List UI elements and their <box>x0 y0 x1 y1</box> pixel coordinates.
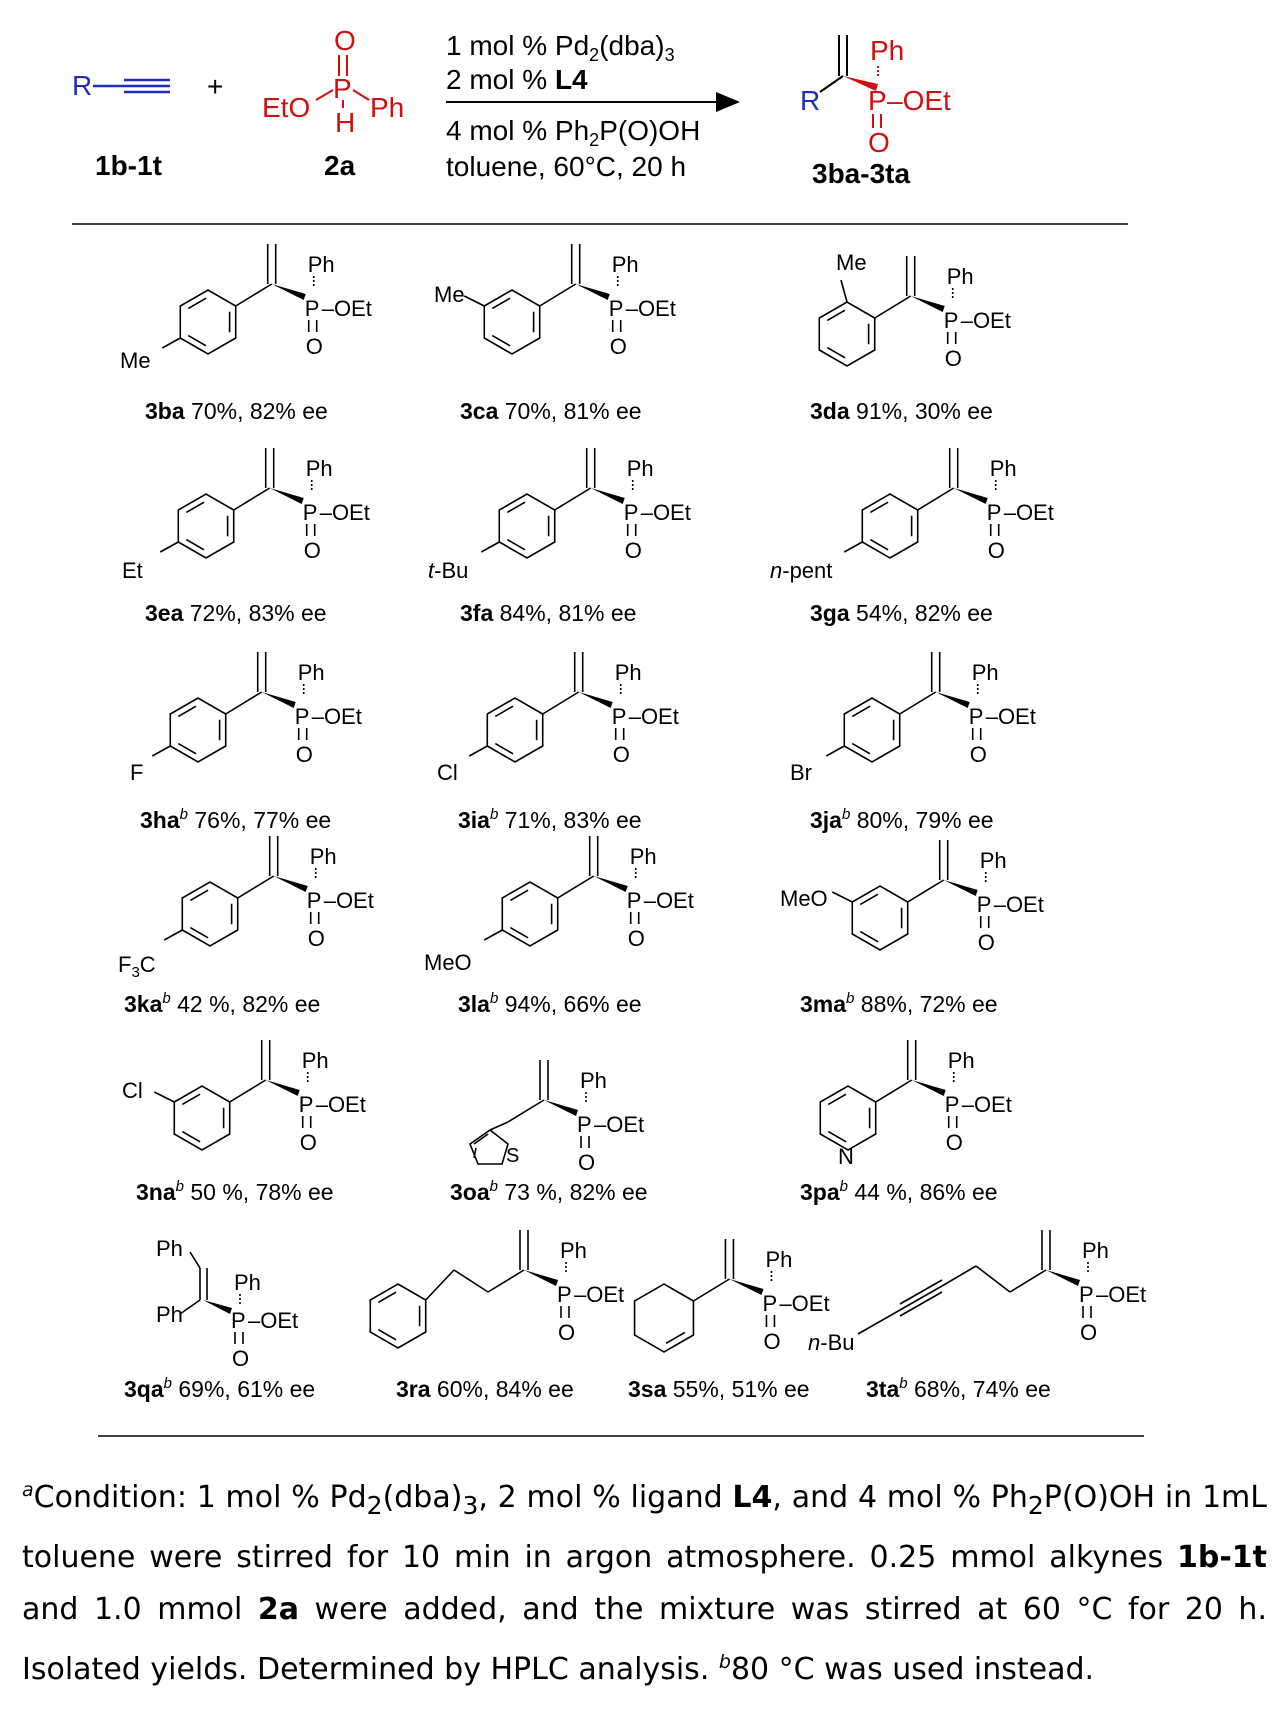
ethoxy-label: –OEt <box>1096 1282 1147 1307</box>
reaction-conditions <box>446 30 738 182</box>
compound-caption: $3ja^b$ 80%, 79% ee <box>810 806 994 833</box>
ethoxy-label: –OEt <box>248 1308 299 1333</box>
phosphorus-label: P <box>304 296 320 321</box>
methyl-label: Me <box>434 282 465 307</box>
compound-3ca <box>434 244 676 424</box>
compound-caption: $3oa^b$ 73 %, 82% ee <box>450 1178 648 1205</box>
phosphorus-label: P <box>333 73 352 104</box>
phosphorus-label: P <box>986 500 1002 525</box>
ethoxy-label: –OEt <box>594 1112 645 1137</box>
nitrogen-label: N <box>838 1144 854 1169</box>
phosphinate-reactant <box>262 25 404 181</box>
tert-butyl-label: t-Bu <box>428 558 469 583</box>
phosphorus-label: P <box>944 1092 960 1117</box>
compound-caption: $3na^b$ 50 %, 78% ee <box>136 1178 334 1205</box>
phosphorus-label: P <box>1079 1282 1094 1307</box>
methyl-label: Me <box>836 250 867 275</box>
compound-3na <box>122 1040 366 1205</box>
phosphorus-label: P <box>611 704 627 729</box>
phenyl-label: Ph <box>234 1270 261 1295</box>
oxo-label: O <box>987 538 1005 563</box>
product-general <box>800 35 951 189</box>
phosphorus-label: P <box>302 500 318 525</box>
phenyl-label: Ph <box>989 456 1017 481</box>
oxo-label: O <box>578 1150 596 1175</box>
ethoxy-label: –OEt <box>574 1282 625 1307</box>
oxo-label: O <box>307 926 325 951</box>
phenyl-label: Ph <box>156 1302 183 1327</box>
oxo-label: O <box>1080 1320 1098 1345</box>
compound-3ea <box>122 448 370 626</box>
plus-sign: + <box>207 71 224 102</box>
compound-caption: $3ha^b$ 76%, 77% ee <box>140 806 332 833</box>
phenyl-label: Ph <box>614 660 642 685</box>
phenyl-label: Ph <box>301 1048 329 1073</box>
oxo-label: O <box>299 1130 317 1155</box>
compound-caption: $3qa^b$ 69%, 61% ee <box>124 1375 316 1402</box>
compound-3la <box>424 836 694 1017</box>
ethoxy-label: –OEt <box>625 296 676 321</box>
compound-3ta <box>808 1230 1146 1402</box>
compound-3ka <box>118 836 374 1017</box>
compound-caption: 3fa 84%, 81% ee <box>460 600 637 626</box>
compound-3qa <box>124 1236 315 1402</box>
ethoxy-label: –OEt <box>315 1092 366 1117</box>
compound-3ma <box>780 840 1044 1017</box>
chloro-label: Cl <box>437 760 458 785</box>
phosphorus-label: P <box>557 1282 572 1307</box>
trifluoromethyl-label: $F_3C$ <box>118 952 156 981</box>
chloro-label: Cl <box>122 1078 143 1103</box>
oxo-label: O <box>612 742 630 767</box>
oxo-label: O <box>295 742 313 767</box>
ethoxy-label: EtO <box>262 92 311 123</box>
oxo-label: O <box>977 930 995 955</box>
phenyl-label: Ph <box>305 456 333 481</box>
alkyne-reactant <box>72 70 170 181</box>
phenyl-label: Ph <box>629 844 657 869</box>
compound-caption: $3ka^b$ 42 %, 82% ee <box>124 990 321 1017</box>
compound-3ga <box>770 448 1054 626</box>
alkyne-label: 1b-1t <box>95 150 162 181</box>
n-butyl-label: n-Bu <box>808 1330 855 1355</box>
product-o-label: O <box>868 127 890 158</box>
compound-grid <box>118 244 1146 1402</box>
phenyl-label: Ph <box>1082 1238 1109 1263</box>
phosphorus-label: P <box>608 296 624 321</box>
oxo-label: O <box>624 538 642 563</box>
phenyl-label: Ph <box>156 1236 183 1261</box>
ethoxy-label: –OEt <box>960 308 1011 333</box>
oxo-label: O <box>303 538 321 563</box>
phenyl-label: Ph <box>560 1238 587 1263</box>
sulfur-label: S <box>506 1145 520 1167</box>
compound-caption: $3la^b$ 94%, 66% ee <box>458 990 642 1017</box>
compound-caption: 3ca 70%, 81% ee <box>460 398 642 424</box>
footnote-b-marker: b <box>718 1651 731 1673</box>
ethoxy-label: –OEt <box>640 500 691 525</box>
condition-line-3: 4 mol % $Ph_2P(O)OH$ <box>446 115 701 150</box>
condition-line-2: 2 mol % L4 <box>446 64 588 95</box>
compound-caption: 3sa 55%, 51% ee <box>628 1376 810 1402</box>
phenyl-label: Ph <box>297 660 325 685</box>
phosphorus-label: P <box>623 500 639 525</box>
phosphorus-label: P <box>577 1112 592 1137</box>
ethoxy-label: –OEt <box>321 296 372 321</box>
ethoxy-label: –OEt <box>993 892 1044 917</box>
phosphorus-label: P <box>976 892 992 917</box>
phosphorus-label: P <box>943 308 959 333</box>
compound-caption: $3ma^b$ 88%, 72% ee <box>800 990 998 1017</box>
ethoxy-label: –OEt <box>311 704 362 729</box>
condition-line-1: 1 mol % $Pd_2(dba)_3$ <box>446 30 675 65</box>
phosphorus-label: P <box>968 704 984 729</box>
compound-caption: $3pa^b$ 44 %, 86% ee <box>800 1178 998 1205</box>
phosphorus-label: P <box>306 888 322 913</box>
compound-3ra <box>370 1230 624 1402</box>
product-oet-label: –OEt <box>887 85 951 116</box>
compound-caption: 3da 91%, 30% ee <box>810 398 993 424</box>
ethyl-label: Et <box>122 558 143 583</box>
phosphorus-label: P <box>762 1291 778 1316</box>
phenyl-label: Ph <box>309 844 337 869</box>
phenyl-label: Ph <box>370 92 405 123</box>
methoxy-label: MeO <box>780 886 828 911</box>
oxo-label: O <box>558 1320 576 1345</box>
phenyl-label: Ph <box>307 252 335 277</box>
methoxy-label: MeO <box>424 950 472 975</box>
oxo-label: O <box>763 1329 781 1354</box>
hydrogen-label: H <box>335 107 356 138</box>
oxo-label: O <box>944 346 962 371</box>
ethoxy-label: –OEt <box>628 704 679 729</box>
product-ph-label: Ph <box>870 35 905 66</box>
ethoxy-label: –OEt <box>319 500 370 525</box>
phenyl-label: Ph <box>626 456 654 481</box>
phenyl-label: Ph <box>979 848 1007 873</box>
compound-caption: 3ga 54%, 82% ee <box>810 600 993 626</box>
compound-caption: $3ta^b$ 68%, 74% ee <box>866 1375 1051 1402</box>
phenyl-label: Ph <box>947 1048 975 1073</box>
oxo-label: O <box>232 1346 250 1371</box>
compound-caption: $3ia^b$ 71%, 83% ee <box>458 806 642 833</box>
compound-3ja <box>790 652 1036 833</box>
product-r-label: R <box>800 85 821 116</box>
n-pentyl-label: n-pent <box>770 558 833 583</box>
table-footnote: $^a$Condition: 1 mol % $Pd_2(dba)_3$, 2 mol % ligand L4, and 4 mol % $Ph_2P(O)OH$ in 1mL toluene were stirred for 10 min in argon atmosphere. 0.25 mmol alkynes 1b-1t and 1.0 mmol 2a were added, and the mixture was stirred at 60 °C for 20 h. Isolated yields. Determined by HPLC analysis. $^b$80 °C was used instead. <box>22 1479 1267 1687</box>
phenyl-label: Ph <box>580 1068 607 1093</box>
compound-3sa <box>628 1239 830 1402</box>
ethoxy-label: –OEt <box>1003 500 1054 525</box>
phosphorus-label: P <box>294 704 310 729</box>
oxo-label: O <box>334 25 356 56</box>
ethoxy-label: –OEt <box>779 1291 830 1316</box>
phenyl-label: Ph <box>946 264 974 289</box>
compound-3ba <box>120 244 372 424</box>
oxo-label: O <box>969 742 987 767</box>
ethoxy-label: –OEt <box>961 1092 1012 1117</box>
phosphorus-label: P <box>231 1308 246 1333</box>
product-label: 3ba-3ta <box>812 158 911 189</box>
compound-caption: 3ea 72%, 83% ee <box>145 600 327 626</box>
oxo-label: O <box>305 334 323 359</box>
methyl-label: Me <box>120 348 151 373</box>
oxo-label: O <box>609 334 627 359</box>
compound-caption: 3ba 70%, 82% ee <box>145 398 328 424</box>
fluoro-label: F <box>130 760 144 785</box>
compound-3da <box>810 250 1011 424</box>
compound-3ia <box>437 652 679 833</box>
phenyl-label: Ph <box>765 1247 793 1272</box>
compound-3fa <box>428 448 691 626</box>
product-p-label: P <box>868 85 887 116</box>
ethoxy-label: –OEt <box>643 888 694 913</box>
compound-3pa <box>800 1040 1012 1205</box>
condition-line-4: toluene, 60°C, 20 h <box>446 151 687 182</box>
phenyl-label: Ph <box>971 660 999 685</box>
oxo-label: O <box>627 926 645 951</box>
compound-3ha <box>130 652 362 833</box>
ethoxy-label: –OEt <box>985 704 1036 729</box>
compound-3oa <box>450 1060 648 1205</box>
footnote-a-marker: a <box>22 1479 34 1501</box>
phosphorus-label: P <box>626 888 642 913</box>
phosphorus-label: P <box>298 1092 314 1117</box>
compound-caption: 3ra 60%, 84% ee <box>396 1376 574 1402</box>
phosphinate-label: 2a <box>324 150 356 181</box>
bromo-label: Br <box>790 760 812 785</box>
oxo-label: O <box>945 1130 963 1155</box>
r-group-label: R <box>72 70 93 101</box>
phenyl-label: Ph <box>611 252 639 277</box>
ethoxy-label: –OEt <box>323 888 374 913</box>
